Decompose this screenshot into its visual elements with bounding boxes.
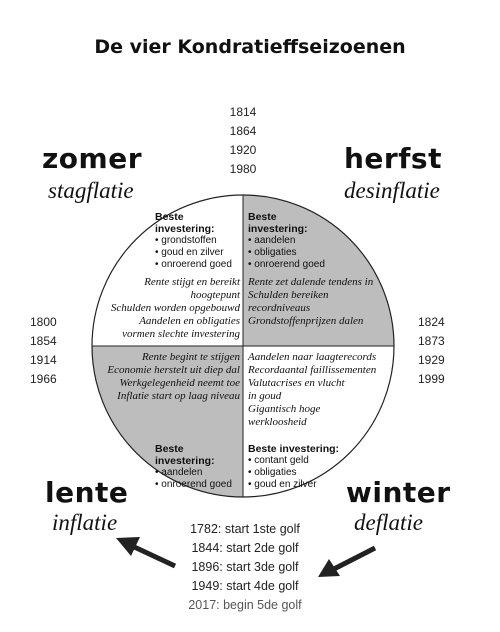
invest-item: • onroerend goed: [155, 259, 232, 270]
page-title: De vier Kondratieffseizoenen: [94, 36, 406, 58]
invest-box-top-right: [248, 211, 338, 271]
text-line: werkloosheid: [248, 416, 307, 428]
text-top-right: [248, 276, 394, 328]
right-years: [418, 313, 458, 389]
phase-stagflatie: stagflatie: [48, 178, 134, 203]
phase-inflatie: inflatie: [52, 510, 118, 535]
invest-title: Beste investering:: [248, 443, 340, 455]
text-line: Aandelen naar laagterecords: [248, 351, 377, 363]
invest-item: • grondstoffen: [155, 235, 217, 246]
year: 1873: [418, 334, 445, 348]
year: 1814: [229, 105, 257, 119]
text-line: Aandelen en obligaties: [139, 315, 240, 327]
invest-item: • onroerend goed: [155, 479, 232, 490]
text-line: recordniveaus: [248, 302, 311, 314]
year: 1999: [418, 372, 445, 386]
text-line: Recordaantal faillissementen: [248, 364, 377, 376]
invest-box-bottom-left: [155, 443, 241, 491]
waves-list: [170, 520, 320, 615]
year: 1929: [418, 353, 445, 367]
arrow-left-icon: [116, 537, 175, 566]
arrow-right-icon: [318, 548, 375, 577]
text-line: Schulden bereiken: [248, 289, 329, 301]
season-herfst: herfst: [344, 142, 442, 175]
invest-item: • contant geld: [248, 455, 309, 466]
text-line: Werkgelegenheid neemt toe: [119, 377, 240, 389]
year: 1914: [30, 353, 57, 367]
left-years: [30, 313, 70, 389]
text-line: Rente begint te stijgen: [141, 351, 240, 363]
year: 1824: [418, 315, 445, 329]
wave-item: 1782: start 1ste golf: [190, 522, 300, 536]
text-line: Valutacrises en vlucht: [248, 377, 345, 389]
text-line: Rente stijgt en bereikt: [144, 276, 240, 288]
text-line: vormen slechte investering: [122, 328, 240, 340]
season-zomer: zomer: [42, 142, 143, 175]
invest-box-bottom-right: [248, 443, 348, 491]
invest-item: • obligaties: [248, 467, 297, 478]
invest-box-top-left: [155, 211, 241, 271]
season-winter: winter: [346, 476, 451, 509]
text-line: Schulden worden opgebouwd: [110, 302, 240, 314]
invest-title: Beste investering:: [248, 211, 308, 235]
year: 1800: [30, 315, 57, 329]
top-years: [222, 103, 264, 179]
wave-item: 1844: start 2de golf: [191, 541, 299, 555]
text-bottom-right: [248, 351, 394, 429]
text-line: Economie herstelt uit diep dal: [107, 364, 240, 376]
text-bottom-left: [92, 351, 240, 403]
invest-item: • goud en zilver: [248, 479, 317, 490]
text-line: in goud: [248, 390, 282, 402]
invest-item: • aandelen: [155, 467, 203, 478]
text-line: Grondstoffenprijzen dalen: [248, 315, 364, 327]
year: 1920: [229, 143, 257, 157]
year: 1966: [30, 372, 57, 386]
invest-item: • aandelen: [248, 235, 296, 246]
invest-title: Beste investering:: [155, 211, 215, 235]
text-line: Inflatie start op laag niveau: [117, 390, 240, 402]
year: 1854: [30, 334, 57, 348]
wave-item: 1896: start 3de golf: [191, 560, 299, 574]
invest-item: • obligaties: [248, 247, 297, 258]
text-line: Rente zet dalende tendens in: [248, 276, 374, 288]
phase-desinflatie: desinflatie: [344, 178, 440, 203]
text-top-left: [92, 276, 240, 341]
season-lente: lente: [45, 476, 129, 509]
text-line: Gigantisch hoge: [248, 403, 321, 415]
text-line: hoogtepunt: [190, 289, 240, 301]
year: 1864: [229, 124, 257, 138]
wave-item: 1949: start 4de golf: [191, 579, 299, 593]
year: 1980: [229, 162, 257, 176]
phase-deflatie: deflatie: [354, 510, 423, 535]
invest-title: Beste investering:: [155, 443, 215, 467]
wave-item: 2017: begin 5de golf: [188, 598, 302, 612]
invest-item: • goud en zilver: [155, 247, 224, 258]
invest-item: • onroerend goed: [248, 259, 325, 270]
